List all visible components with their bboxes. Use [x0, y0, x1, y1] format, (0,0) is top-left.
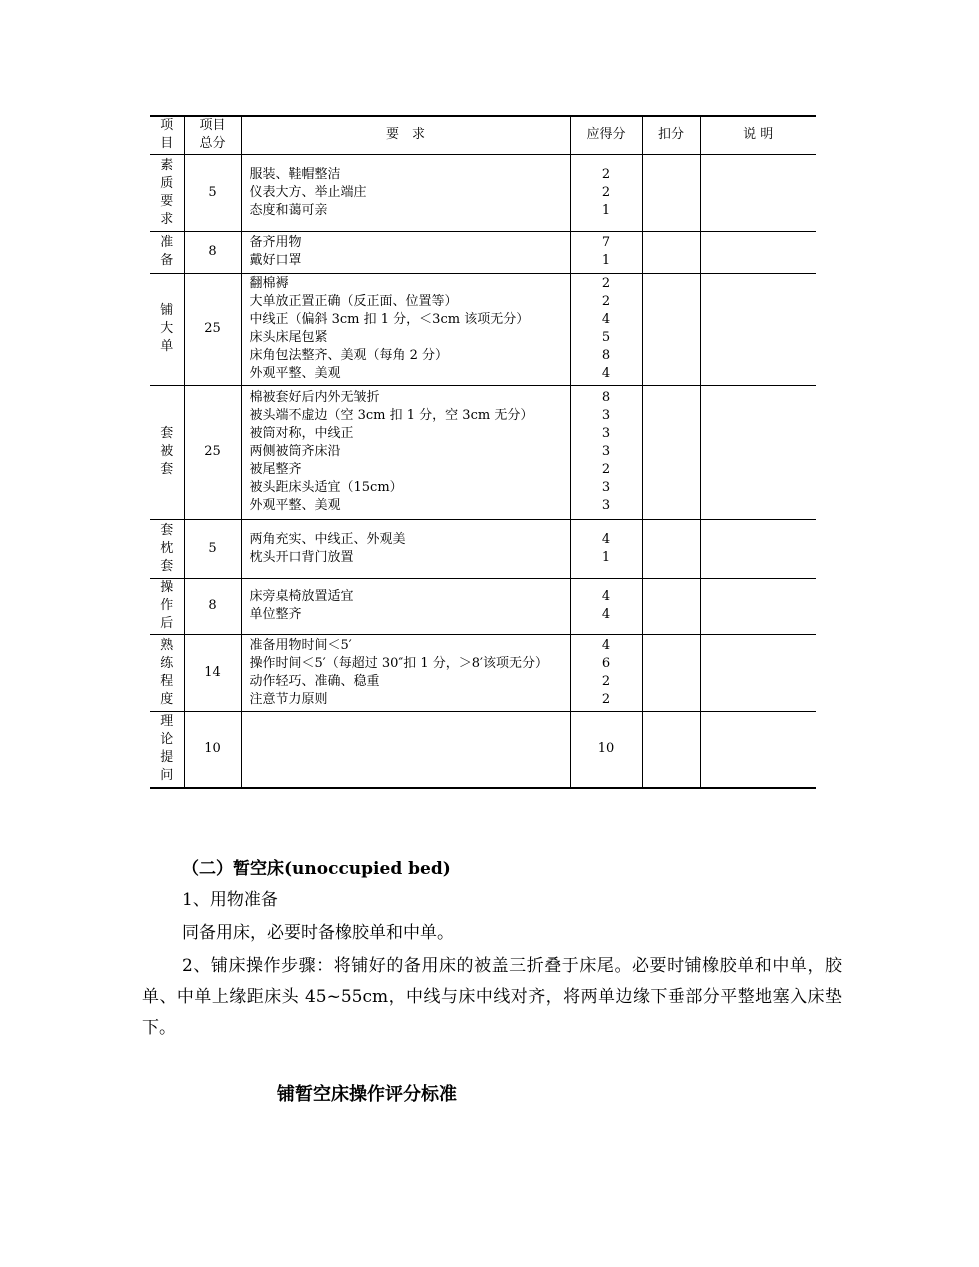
requirement-line: 两侧被筒齐床沿 [249, 444, 341, 459]
requirement-line: 动作轻巧、准确、稳重 [249, 673, 380, 689]
score-value: 3 [601, 480, 611, 495]
row-requirements [241, 711, 570, 788]
score-value: 5 [601, 330, 611, 345]
row-note [700, 231, 816, 273]
row-requirements [241, 154, 570, 231]
score-value: 3 [601, 408, 611, 423]
row-requirements [241, 634, 570, 711]
row-item: 操作后 [150, 578, 184, 634]
requirement-line: 被头距床头适宜（15cm） [249, 480, 403, 495]
requirement-line: 翻棉褥 [249, 276, 289, 291]
row-scores [570, 578, 642, 634]
paragraph-1: 1、用物准备 [182, 890, 278, 910]
table-row [150, 519, 816, 578]
table-row [150, 154, 816, 231]
requirement-line: 被筒对称，中线正 [249, 426, 354, 441]
score-value: 1 [601, 253, 611, 268]
score-value: 8 [601, 348, 611, 363]
requirement-line: 注意节力原则 [249, 691, 328, 707]
scoring-title: 铺暂空床操作评分标准 [277, 1084, 457, 1105]
scoring-table [150, 115, 816, 789]
score-value: 6 [601, 655, 611, 671]
score-value: 2 [601, 462, 611, 477]
row-deduct [642, 273, 700, 385]
row-total: 8 [184, 578, 241, 634]
row-requirements [241, 273, 570, 385]
table-row [150, 385, 816, 519]
requirement-line: 单位整齐 [249, 607, 302, 622]
row-item: 理论提问 [150, 711, 184, 788]
row-item: 铺大单 [150, 273, 184, 385]
score-value: 4 [601, 312, 611, 327]
row-scores [570, 634, 642, 711]
row-deduct [642, 385, 700, 519]
score-value: 4 [601, 589, 611, 604]
row-item: 准备 [150, 231, 184, 273]
score-value: 4 [601, 637, 611, 653]
row-requirements [241, 231, 570, 273]
row-note [700, 154, 816, 231]
row-item: 套枕套 [150, 519, 184, 578]
requirement-line: 被尾整齐 [249, 462, 302, 477]
row-deduct [642, 154, 700, 231]
row-deduct [642, 578, 700, 634]
table-row [150, 231, 816, 273]
row-requirements [241, 385, 570, 519]
score-value: 7 [601, 235, 611, 250]
requirement-line: 两角充实、中线正、外观美 [249, 531, 406, 547]
requirement-line: 大单放正置正确（反正面、位置等） [249, 294, 458, 309]
row-note [700, 519, 816, 578]
requirement-line: 服装、鞋帽整洁 [249, 166, 341, 182]
row-scores [570, 385, 642, 519]
header-requirements: 要 求 [241, 116, 570, 154]
table-row [150, 711, 816, 788]
score-value: 2 [601, 691, 611, 707]
requirement-line: 仪表大方、举止端庄 [249, 184, 367, 200]
row-scores [570, 273, 642, 385]
requirement-line: 备齐用物 [249, 235, 302, 250]
row-item: 熟练程度 [150, 634, 184, 711]
row-note [700, 273, 816, 385]
requirement-line: 棉被套好后内外无皱折 [249, 390, 380, 405]
table-row [150, 273, 816, 385]
row-deduct [642, 519, 700, 578]
table-body [150, 154, 816, 788]
paragraph-2: 同备用床，必要时备橡胶单和中单。 [182, 923, 454, 943]
requirement-line: 态度和蔼可亲 [249, 202, 328, 218]
score-value: 2 [601, 184, 611, 200]
score-value: 3 [601, 426, 611, 441]
score-value: 1 [601, 202, 611, 218]
requirement-line: 戴好口罩 [249, 253, 302, 268]
score-value: 4 [601, 607, 611, 622]
requirement-line: 床旁桌椅放置适宜 [249, 589, 354, 604]
row-total: 25 [184, 385, 241, 519]
score-value: 10 [597, 741, 615, 757]
requirement-line: 准备用物时间＜5′ [249, 637, 352, 653]
row-total: 10 [184, 711, 241, 788]
row-note [700, 711, 816, 788]
score-value: 2 [601, 673, 611, 689]
table-row [150, 634, 816, 711]
score-value: 2 [601, 166, 611, 182]
requirement-line: 床角包法整齐、美观（每角 2 分） [249, 348, 449, 363]
table-header-row [150, 116, 816, 154]
row-scores [570, 231, 642, 273]
requirement-line: 被头端不虚边（空 3cm 扣 1 分，空 3cm 无分） [249, 408, 534, 423]
row-note [700, 385, 816, 519]
header-item: 项目 [150, 116, 184, 154]
row-item: 素质要求 [150, 154, 184, 231]
score-value: 2 [601, 294, 611, 309]
requirement-line: 中线正（偏斜 3cm 扣 1 分，＜3cm 该项无分） [249, 312, 530, 327]
row-note [700, 634, 816, 711]
header-deduct: 扣分 [642, 116, 700, 154]
requirement-line: 操作时间＜5′（每超过 30″扣 1 分，＞8′该项无分） [249, 655, 549, 671]
row-deduct [642, 634, 700, 711]
score-value: 3 [601, 444, 611, 459]
score-value: 2 [601, 276, 611, 291]
requirement-line: 枕头开口背门放置 [249, 549, 354, 565]
row-deduct [642, 231, 700, 273]
row-scores [570, 711, 642, 788]
row-requirements [241, 578, 570, 634]
row-note [700, 578, 816, 634]
row-scores [570, 519, 642, 578]
row-scores [570, 154, 642, 231]
requirement-line: 床头床尾包紧 [249, 330, 328, 345]
row-total: 25 [184, 273, 241, 385]
paragraph-3: 2、铺床操作步骤：将铺好的备用床的被盖三折叠于床尾。必要时铺橡胶单和中单，胶单、中单上缘距床头 45~55cm，中线与床中线对齐，将两单边缘下垂部分平整地塞入床垫下。 [142, 956, 842, 1038]
row-deduct [642, 711, 700, 788]
score-value: 4 [601, 531, 611, 547]
header-score: 应得分 [570, 116, 642, 154]
row-total: 5 [184, 154, 241, 231]
requirement-line: 外观平整、美观 [249, 366, 341, 381]
section-heading: （二）暂空床(unoccupied bed) [182, 859, 451, 879]
row-requirements [241, 519, 570, 578]
score-value: 8 [601, 390, 611, 405]
row-total: 5 [184, 519, 241, 578]
score-value: 3 [601, 498, 611, 513]
row-total: 8 [184, 231, 241, 273]
header-note: 说 明 [700, 116, 816, 154]
score-value: 4 [601, 366, 611, 381]
row-item: 套被套 [150, 385, 184, 519]
score-value: 1 [601, 549, 611, 565]
row-total: 14 [184, 634, 241, 711]
header-total: 项目总分 [184, 116, 241, 154]
table-row [150, 578, 816, 634]
requirement-line: 外观平整、美观 [249, 498, 341, 513]
